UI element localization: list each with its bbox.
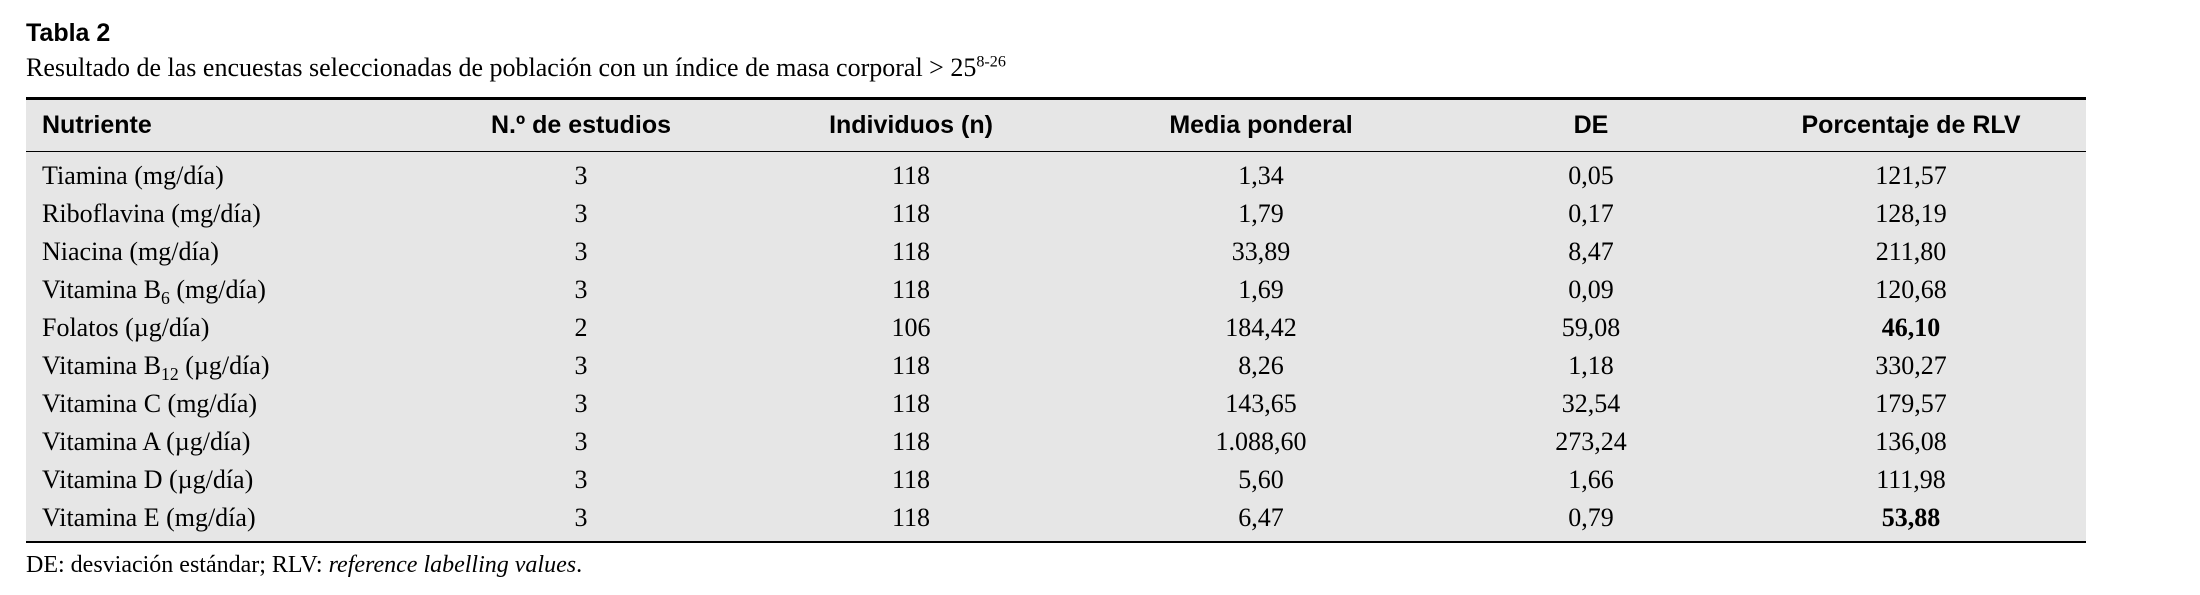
cell-nutriente: Vitamina D (µg/día) [42,465,254,495]
table-row [26,499,2086,542]
table-container [26,18,2086,579]
cell-media-ponderal: 143,65 [1225,389,1297,419]
cell-de: 32,54 [1561,389,1621,419]
table-number: Tabla 2 [26,19,111,47]
cell-estudios: 3 [574,465,588,495]
nutriente-subscript: 6 [161,288,170,309]
cell-de: 59,08 [1561,313,1621,343]
cell-de: 1,18 [1568,351,1614,381]
table-row [26,385,2086,423]
cell-nutriente: Folatos (µg/día) [42,313,210,343]
cell-estudios: 3 [574,161,588,191]
cell-porcentaje-rlv: 53,88 [1736,499,2086,542]
footnote-plain: DE: desviación estándar; RLV: [26,552,329,579]
cell-porcentaje-rlv: 211,80 [1875,237,1947,267]
cell-nutriente: Riboflavina (mg/día) [42,199,261,229]
column-header-estudios: N.º de estudios [416,99,746,152]
cell-media-ponderal: 1.088,60 [1215,427,1307,457]
cell-media-ponderal: 33,89 [1231,237,1291,267]
column-header-porcentaje-rlv: Porcentaje de RLV [1736,99,2086,152]
cell-individuos: 118 [891,199,931,229]
cell-de: 8,47 [1568,237,1614,267]
cell-estudios: 3 [574,275,588,305]
cell-individuos: 118 [891,427,931,457]
cell-de: 0,17 [1568,199,1614,229]
cell-media-ponderal: 1,79 [1238,199,1284,229]
cell-individuos: 106 [891,313,931,343]
table-caption-text: Resultado de las encuestas seleccionadas de población con un índice de masa corporal > 25 [26,53,977,83]
cell-nutriente: Vitamina $B_{12}$ (µg/día) [42,351,270,385]
cell-individuos: 118 [891,465,931,495]
cell-media-ponderal: 6,47 [1076,499,1446,542]
cell-porcentaje-rlv: 179,57 [1875,389,1947,419]
cell-de: 1,66 [1568,465,1614,495]
cell-nutriente: Niacina (mg/día) [42,237,219,267]
cell-nutriente: Vitamina E (mg/día) [26,499,416,542]
table-caption [26,51,2086,85]
cell-porcentaje-rlv: 128,19 [1875,199,1947,229]
cell-estudios: 3 [574,237,588,267]
table-row [26,233,2086,271]
cell-porcentaje-rlv: 136,08 [1875,427,1947,457]
table-footnote [26,543,2086,579]
column-header-de: DE [1446,99,1736,152]
cell-media-ponderal: 1,69 [1238,275,1284,305]
cell-de: 0,79 [1446,499,1736,542]
cell-de: 273,24 [1555,427,1627,457]
table-row [26,309,2086,347]
column-header-nutriente: Nutriente [26,99,416,152]
cell-nutriente: Vitamina C (mg/día) [42,389,258,419]
cell-media-ponderal: 1,34 [1238,161,1284,191]
cell-individuos: 118 [891,275,931,305]
cell-porcentaje-rlv: 46,10 [1881,313,1941,343]
cell-nutriente: Tiamina (mg/día) [42,161,224,191]
table-row [26,152,2086,196]
table-row [26,461,2086,499]
table-row [26,195,2086,233]
table-row [26,271,2086,309]
table-body [26,152,2086,543]
cell-estudios: 3 [574,351,588,381]
cell-estudios: 3 [574,199,588,229]
cell-individuos: 118 [746,499,1076,542]
cell-estudios: 3 [416,499,746,542]
cell-media-ponderal: 8,26 [1238,351,1284,381]
cell-porcentaje-rlv: 120,68 [1875,275,1947,305]
cell-de: 0,05 [1568,161,1614,191]
cell-porcentaje-rlv: 330,27 [1875,351,1947,381]
cell-estudios: 3 [574,389,588,419]
cell-de: 0,09 [1568,275,1614,305]
table-row [26,347,2086,385]
table-header [26,99,2086,152]
cell-individuos: 118 [891,351,931,381]
cell-nutriente: Vitamina A (µg/día) [42,427,251,457]
cell-estudios: 2 [574,313,588,343]
cell-individuos: 118 [891,161,931,191]
cell-nutriente: Vitamina $B_6$ (mg/día) [42,275,266,309]
cell-estudios: 3 [574,427,588,457]
cell-porcentaje-rlv: 121,57 [1875,161,1947,191]
results-table [26,97,2086,543]
cell-individuos: 118 [891,389,931,419]
cell-media-ponderal: 5,60 [1238,465,1284,495]
cell-porcentaje-rlv: 111,98 [1876,465,1946,495]
table-row [26,423,2086,461]
column-header-individuos: Individuos (n) [746,99,1076,152]
table-header-row [26,99,2086,152]
footnote-end: . [576,552,583,579]
table-caption-references: 8-26 [976,53,1006,71]
column-header-media-ponderal: Media ponderal [1076,99,1446,152]
footnote-italic: reference labelling values [328,552,577,579]
cell-individuos: 118 [891,237,931,267]
nutriente-subscript: 12 [161,364,179,385]
cell-media-ponderal: 184,42 [1225,313,1297,343]
